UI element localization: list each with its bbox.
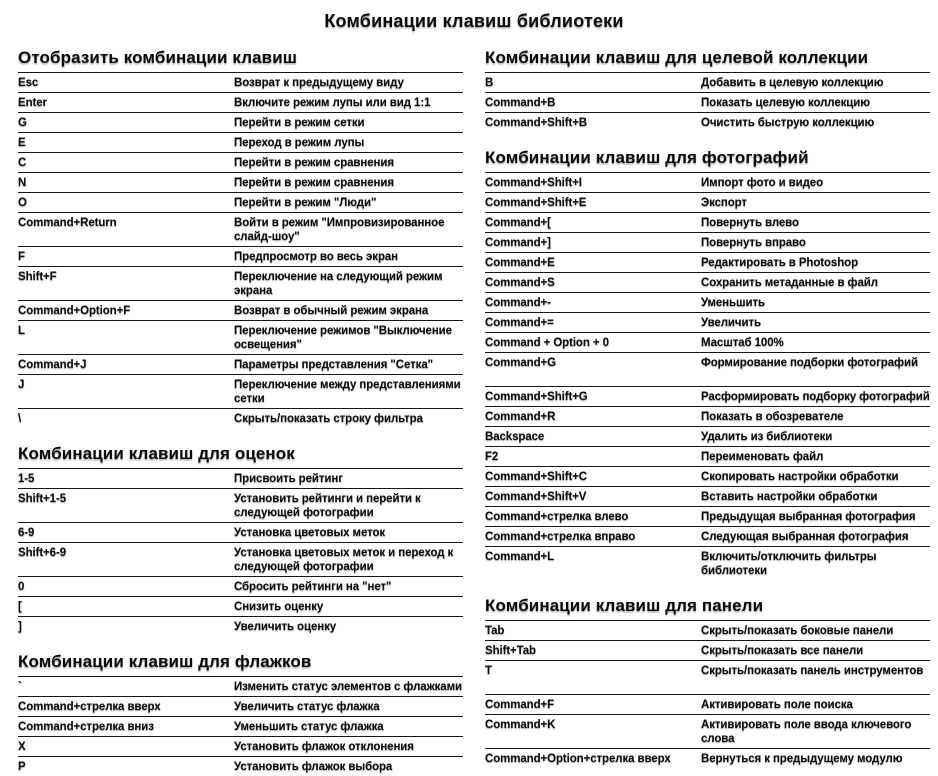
shortcut-desc: Уменьшить статус флажка bbox=[234, 721, 384, 733]
shortcut-desc: Установить флажок отклонения bbox=[234, 741, 414, 753]
shortcut-desc: Присвоить рейтинг bbox=[234, 473, 343, 485]
shortcut-row bbox=[18, 488, 463, 522]
page-title: Комбинации клавиш библиотеки bbox=[324, 11, 624, 31]
shortcut-row bbox=[485, 466, 930, 486]
section-heading: Комбинации клавиш для оценок bbox=[18, 444, 295, 463]
shortcut-row bbox=[18, 152, 463, 172]
shortcut-row bbox=[485, 272, 930, 292]
shortcut-key: Command+E bbox=[485, 257, 555, 269]
shortcut-key: O bbox=[18, 197, 27, 209]
section-rows bbox=[485, 620, 930, 768]
shortcut-row bbox=[18, 736, 463, 756]
shortcut-desc: Возврат к предыдущему виду bbox=[234, 77, 404, 89]
shortcut-desc: Снизить оценку bbox=[234, 601, 324, 613]
shortcut-desc: Включить/отключить фильтры библиотеки bbox=[701, 551, 877, 577]
shortcut-key: Command+G bbox=[485, 357, 556, 369]
shortcut-desc: Изменить статус элементов с флажками bbox=[234, 681, 462, 693]
shortcut-row bbox=[485, 640, 930, 660]
shortcut-key: Command+R bbox=[485, 411, 556, 423]
shortcut-key: F bbox=[18, 251, 25, 263]
shortcut-row bbox=[485, 252, 930, 272]
shortcut-key: Shift+1-5 bbox=[18, 493, 66, 505]
shortcut-row bbox=[485, 714, 930, 748]
shortcut-row bbox=[18, 300, 463, 320]
shortcut-desc: Формирование подборки фотографий bbox=[701, 357, 918, 369]
shortcut-desc: Переключение на следующий режим экрана bbox=[234, 271, 443, 297]
shortcut-row bbox=[485, 192, 930, 212]
shortcut-desc: Вернуться к предыдущему модулю bbox=[701, 753, 903, 765]
shortcut-desc: Удалить из библиотеки bbox=[701, 431, 833, 443]
shortcut-key: Command+Option+стрелка вверх bbox=[485, 753, 671, 765]
shortcut-desc: Активировать поле поиска bbox=[701, 699, 853, 711]
shortcut-desc: Скрыть/показать панель инструментов bbox=[701, 665, 924, 677]
shortcut-desc: Увеличить оценку bbox=[234, 621, 337, 633]
shortcut-desc: Добавить в целевую коллекцию bbox=[701, 77, 884, 89]
shortcut-desc: Включите режим лупы или вид 1:1 bbox=[234, 97, 431, 109]
section-rows bbox=[18, 468, 463, 636]
shortcut-row bbox=[18, 246, 463, 266]
shortcut-desc: Параметры представления "Сетка" bbox=[234, 359, 433, 371]
shortcut-key: G bbox=[18, 117, 27, 129]
section-rows bbox=[485, 72, 930, 132]
shortcut-key: Backspace bbox=[485, 431, 545, 443]
shortcut-desc: Сбросить рейтинги на "нет" bbox=[234, 581, 392, 593]
shortcut-row bbox=[485, 332, 930, 352]
shortcut-desc: Импорт фото и видео bbox=[701, 177, 824, 189]
shortcut-row bbox=[18, 72, 463, 92]
shortcut-row bbox=[18, 320, 463, 354]
shortcut-key: Command+S bbox=[485, 277, 555, 289]
shortcut-key: T bbox=[485, 665, 492, 677]
section-heading: Комбинации клавиш для флажков bbox=[18, 652, 312, 671]
shortcut-row bbox=[485, 172, 930, 192]
shortcut-key: X bbox=[18, 741, 26, 753]
shortcut-desc: Уменьшить bbox=[701, 297, 765, 309]
shortcut-desc: Войти в режим "Импровизированное слайд-шоу" bbox=[234, 217, 445, 243]
shortcut-key: C bbox=[18, 157, 27, 169]
shortcut-row bbox=[18, 266, 463, 300]
shortcut-key: Command+Shift+E bbox=[485, 197, 587, 209]
shortcut-section bbox=[18, 48, 463, 428]
shortcut-row bbox=[485, 694, 930, 714]
shortcut-desc: Установить рейтинги и перейти к следующей фотографии bbox=[234, 493, 421, 519]
shortcut-key: B bbox=[485, 77, 494, 89]
shortcut-key: Command+J bbox=[18, 359, 87, 371]
shortcut-row bbox=[18, 542, 463, 576]
shortcut-desc: Скрыть/показать строку фильтра bbox=[234, 413, 423, 425]
shortcut-key: \ bbox=[18, 413, 22, 425]
shortcut-key: J bbox=[18, 379, 25, 391]
shortcut-key: F2 bbox=[485, 451, 499, 463]
section-rows bbox=[18, 676, 463, 776]
shortcut-key: Command+стрелка влево bbox=[485, 511, 629, 523]
shortcut-row bbox=[485, 748, 930, 768]
shortcut-desc: Увеличить статус флажка bbox=[234, 701, 380, 713]
shortcut-row bbox=[18, 374, 463, 408]
shortcut-row bbox=[485, 660, 930, 694]
shortcut-row bbox=[485, 406, 930, 426]
shortcut-row bbox=[18, 132, 463, 152]
shortcut-desc: Предпросмотр во весь экран bbox=[234, 251, 399, 263]
shortcut-row bbox=[485, 292, 930, 312]
shortcut-key: Command+стрелка вниз bbox=[18, 721, 154, 733]
shortcut-key: L bbox=[18, 325, 25, 337]
shortcut-desc: Установить флажок выбора bbox=[234, 761, 393, 773]
shortcut-row bbox=[18, 192, 463, 212]
shortcut-key: Command+K bbox=[485, 719, 556, 731]
shortcut-desc: Перейти в режим сравнения bbox=[234, 177, 394, 189]
columns-container bbox=[18, 48, 930, 776]
shortcut-key: P bbox=[18, 761, 26, 773]
shortcut-row bbox=[485, 620, 930, 640]
shortcut-desc: Очистить быструю коллекцию bbox=[701, 117, 875, 129]
shortcut-row bbox=[485, 232, 930, 252]
section-heading: Комбинации клавиш для панели bbox=[485, 596, 764, 615]
shortcut-desc: Масштаб 100% bbox=[701, 337, 784, 349]
shortcut-section bbox=[485, 596, 930, 768]
shortcut-key: Shift+6-9 bbox=[18, 547, 66, 559]
shortcut-key: Command + Option + 0 bbox=[485, 337, 609, 349]
shortcut-desc: Установка цветовых меток и переход к следующей фотографии bbox=[234, 547, 454, 573]
shortcut-desc: Показать в обозревателе bbox=[701, 411, 844, 423]
shortcut-desc: Перейти в режим "Люди" bbox=[234, 197, 377, 209]
shortcut-desc: Возврат в обычный режим экрана bbox=[234, 305, 429, 317]
shortcut-desc: Экспорт bbox=[701, 197, 747, 209]
shortcut-key: Command+- bbox=[485, 297, 551, 309]
shortcut-section bbox=[485, 148, 930, 580]
shortcut-row bbox=[18, 522, 463, 542]
shortcut-desc: Редактировать в Photoshop bbox=[701, 257, 859, 269]
shortcut-row bbox=[485, 112, 930, 132]
shortcut-row bbox=[485, 446, 930, 466]
shortcut-key: Esc bbox=[18, 77, 39, 89]
section-rows bbox=[18, 72, 463, 428]
shortcut-row bbox=[485, 92, 930, 112]
shortcut-row bbox=[485, 546, 930, 580]
shortcut-row bbox=[18, 616, 463, 636]
shortcut-key: Command+стрелка вправо bbox=[485, 531, 636, 543]
shortcut-key: 6-9 bbox=[18, 527, 35, 539]
shortcut-key: ` bbox=[18, 681, 22, 693]
shortcut-desc: Скрыть/показать все панели bbox=[701, 645, 864, 657]
shortcut-key: Shift+Tab bbox=[485, 645, 536, 657]
shortcut-key: Command+Shift+C bbox=[485, 471, 588, 483]
shortcut-section bbox=[485, 48, 930, 132]
shortcut-key: Enter bbox=[18, 97, 47, 109]
shortcut-desc: Увеличить bbox=[701, 317, 761, 329]
shortcut-key: 1-5 bbox=[18, 473, 35, 485]
shortcut-desc: Повернуть влево bbox=[701, 217, 799, 229]
shortcut-row bbox=[18, 112, 463, 132]
shortcut-row bbox=[485, 212, 930, 232]
shortcut-row bbox=[18, 716, 463, 736]
section-heading: Отобразить комбинации клавиш bbox=[18, 48, 298, 67]
shortcut-desc: Вставить настройки обработки bbox=[701, 491, 878, 503]
shortcut-key: [ bbox=[18, 601, 22, 613]
shortcut-desc: Перейти в режим сравнения bbox=[234, 157, 394, 169]
shortcut-desc: Переход в режим лупы bbox=[234, 137, 365, 149]
shortcut-desc: Переименовать файл bbox=[701, 451, 824, 463]
shortcut-key: Command+Return bbox=[18, 217, 117, 229]
shortcut-row bbox=[485, 72, 930, 92]
shortcut-key: Command+Shift+I bbox=[485, 177, 582, 189]
shortcut-section bbox=[18, 652, 463, 776]
shortcut-key: ] bbox=[18, 621, 22, 633]
shortcut-key: Command+B bbox=[485, 97, 556, 109]
shortcut-row bbox=[18, 408, 463, 428]
shortcut-desc: Скрыть/показать боковые панели bbox=[701, 625, 894, 637]
shortcut-section bbox=[18, 444, 463, 636]
shortcut-desc: Показать целевую коллекцию bbox=[701, 97, 870, 109]
shortcut-key: Shift+F bbox=[18, 271, 57, 283]
shortcut-row bbox=[18, 596, 463, 616]
left-column bbox=[18, 48, 463, 776]
shortcut-key: Command+] bbox=[485, 237, 551, 249]
shortcut-key: Command+Shift+V bbox=[485, 491, 587, 503]
shortcut-desc: Расформировать подборку фотографий bbox=[701, 391, 930, 403]
shortcut-desc: Скопировать настройки обработки bbox=[701, 471, 899, 483]
shortcut-key: N bbox=[18, 177, 27, 189]
shortcut-row bbox=[485, 526, 930, 546]
shortcut-row bbox=[18, 172, 463, 192]
shortcut-key: Tab bbox=[485, 625, 505, 637]
shortcut-row bbox=[18, 212, 463, 246]
shortcut-row bbox=[18, 576, 463, 596]
shortcut-key: 0 bbox=[18, 581, 25, 593]
shortcut-row bbox=[18, 756, 463, 776]
shortcut-desc: Активировать поле ввода ключевого слова bbox=[701, 719, 912, 745]
shortcut-key: Command+[ bbox=[485, 217, 551, 229]
shortcut-key: Command+Shift+G bbox=[485, 391, 588, 403]
right-column bbox=[485, 48, 930, 776]
shortcut-key: Command+F bbox=[485, 699, 555, 711]
shortcut-desc: Перейти в режим сетки bbox=[234, 117, 365, 129]
shortcut-desc: Следующая выбранная фотография bbox=[701, 531, 909, 543]
shortcut-row bbox=[18, 696, 463, 716]
shortcut-row bbox=[485, 352, 930, 386]
section-rows bbox=[485, 172, 930, 580]
shortcut-desc: Повернуть вправо bbox=[701, 237, 806, 249]
shortcut-row bbox=[485, 312, 930, 332]
shortcut-row bbox=[18, 92, 463, 112]
shortcut-key: Command+стрелка вверх bbox=[18, 701, 161, 713]
shortcut-key: E bbox=[18, 137, 26, 149]
section-heading: Комбинации клавиш для целевой коллекции bbox=[485, 48, 869, 67]
shortcut-desc: Установка цветовых меток bbox=[234, 527, 386, 539]
shortcut-row bbox=[485, 506, 930, 526]
shortcut-desc: Сохранить метаданные в файл bbox=[701, 277, 878, 289]
shortcut-row bbox=[485, 486, 930, 506]
shortcut-desc: Переключение режимов "Выключение освещения" bbox=[234, 325, 452, 351]
shortcut-desc: Переключение между представлениями сетки bbox=[234, 379, 461, 405]
shortcut-row bbox=[485, 386, 930, 406]
shortcut-row bbox=[18, 468, 463, 488]
section-heading: Комбинации клавиш для фотографий bbox=[485, 148, 809, 167]
shortcut-key: Command+Option+F bbox=[18, 305, 131, 317]
shortcut-row bbox=[18, 354, 463, 374]
shortcut-key: Command+L bbox=[485, 551, 555, 563]
shortcut-key: Command+Shift+B bbox=[485, 117, 588, 129]
shortcut-row bbox=[485, 426, 930, 446]
shortcut-desc: Предыдущая выбранная фотография bbox=[701, 511, 916, 523]
shortcut-key: Command+= bbox=[485, 317, 554, 329]
shortcut-row bbox=[18, 676, 463, 696]
